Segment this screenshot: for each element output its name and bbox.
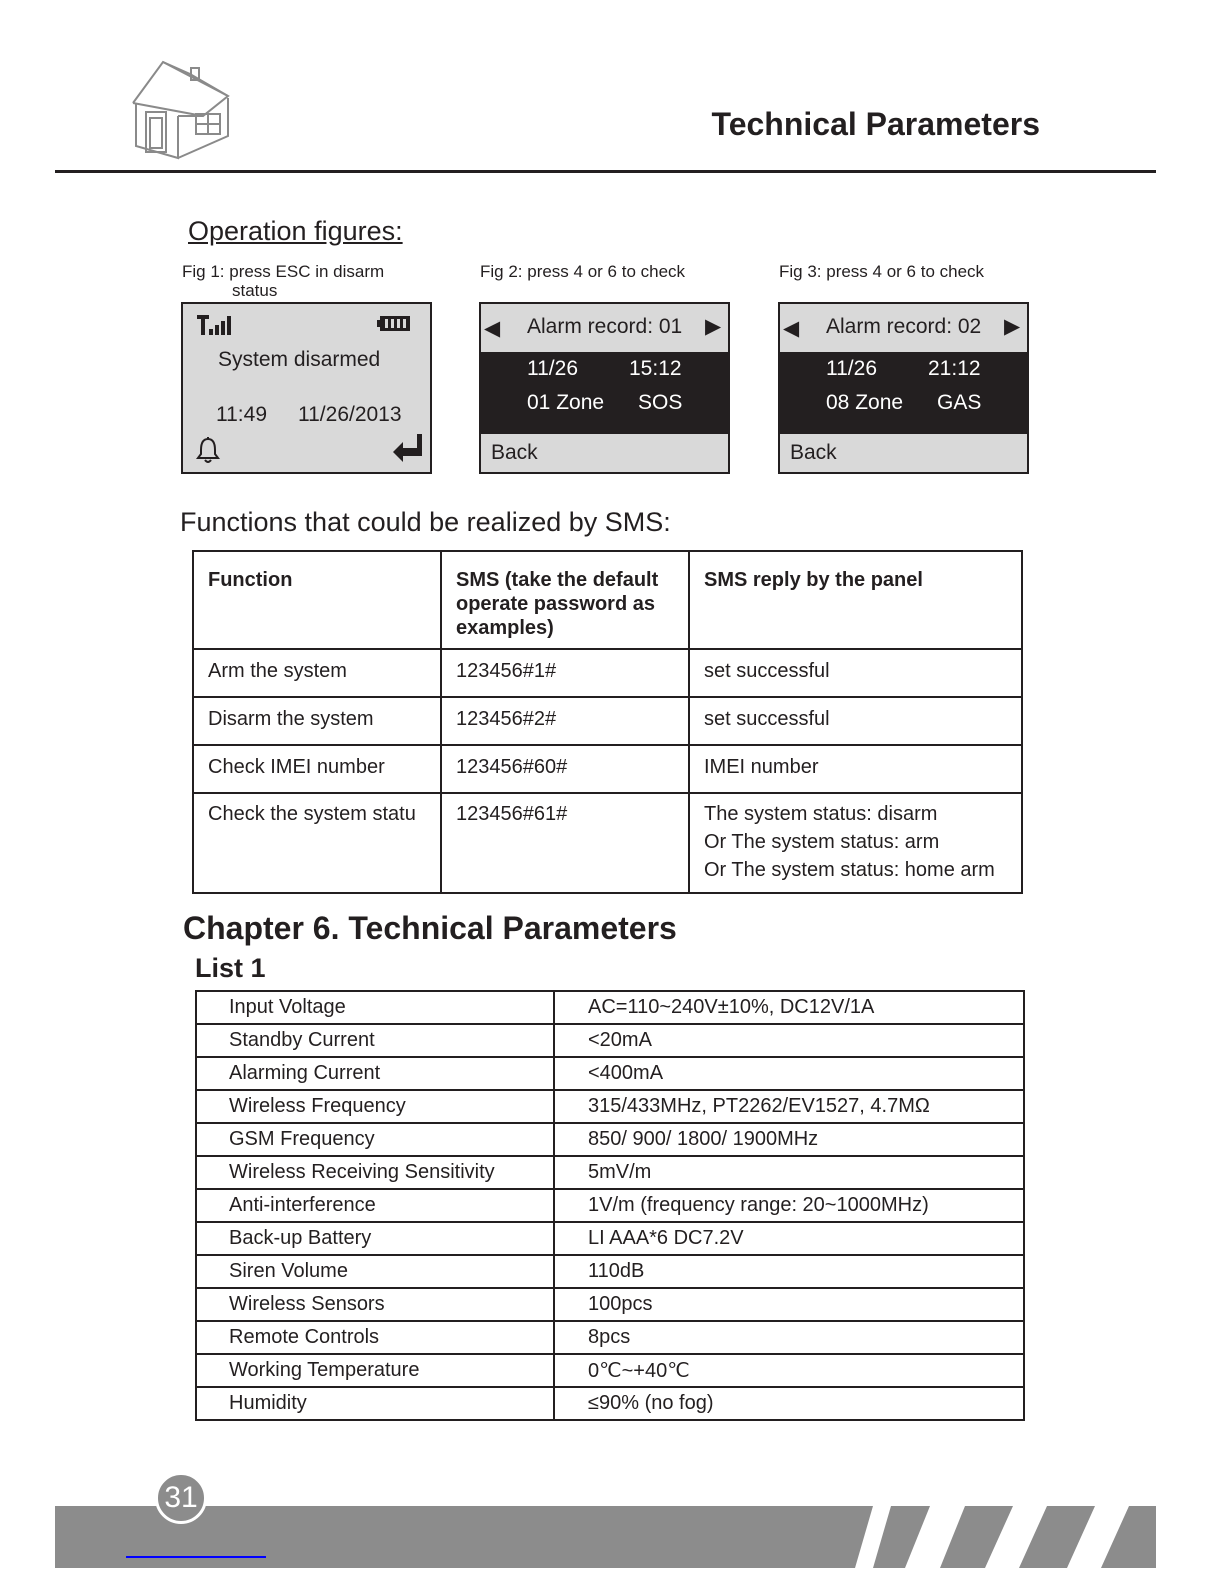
list-title: List 1 <box>195 953 266 983</box>
fig1-lcd-screen <box>181 302 432 474</box>
cell-sms: 123456#2# <box>441 697 689 745</box>
table-row <box>196 1387 1024 1420</box>
fig3-type: GAS <box>937 391 982 414</box>
fig3-record-title: Alarm record: 02 <box>826 315 982 338</box>
house-logo-icon <box>128 58 238 164</box>
param-name: Anti-interference <box>196 1189 554 1222</box>
fig3-record-panel <box>780 352 1027 434</box>
fig2-type: SOS <box>638 391 683 414</box>
param-value: 1V/m (frequency range: 20~1000MHz) <box>554 1189 1024 1222</box>
cell-sms: 123456#61# <box>441 793 689 893</box>
param-value: 0℃~+40℃ <box>554 1354 1024 1387</box>
left-arrow-icon: ◀ <box>484 317 501 340</box>
param-name: Input Voltage <box>196 991 554 1024</box>
table-row <box>193 793 1022 893</box>
page-number: 31 <box>155 1472 207 1524</box>
table-row <box>196 1057 1024 1090</box>
fig3-zone: 08 Zone <box>826 391 904 414</box>
fig3-back-label: Back <box>790 441 837 464</box>
fig2-time: 15:12 <box>629 357 682 380</box>
fig2-lcd-screen <box>479 302 730 474</box>
fig1-caption-line2: status <box>232 281 278 300</box>
reply-line: Or The system status: arm <box>704 831 940 853</box>
table-row <box>196 1090 1024 1123</box>
fig1-caption <box>182 262 384 300</box>
table-row <box>196 1123 1024 1156</box>
param-value: <20mA <box>554 1024 1024 1057</box>
table-row <box>193 649 1022 697</box>
fig3-caption: Fig 3: press 4 or 6 to check <box>779 262 985 281</box>
fig1-date: 11/26/2013 <box>298 403 402 426</box>
param-name: Remote Controls <box>196 1321 554 1354</box>
table-header-row <box>193 551 1022 649</box>
cell-function: Check the system statu <box>193 793 441 893</box>
param-name: Alarming Current <box>196 1057 554 1090</box>
header-reply: SMS reply by the panel <box>689 551 1022 649</box>
param-value: 315/433MHz, PT2262/EV1527, 4.7MΩ <box>554 1090 1024 1123</box>
reply-line: The system status: disarm <box>704 803 938 825</box>
table-row <box>196 1255 1024 1288</box>
fig1-caption-line1: Fig 1: press ESC in disarm <box>182 262 385 281</box>
param-value: 110dB <box>554 1255 1024 1288</box>
param-name: GSM Frequency <box>196 1123 554 1156</box>
table-row <box>193 697 1022 745</box>
param-name: Siren Volume <box>196 1255 554 1288</box>
param-name: Wireless Receiving Sensitivity <box>196 1156 554 1189</box>
footer-link-underline[interactable] <box>126 1556 266 1558</box>
table-row <box>196 1189 1024 1222</box>
table-row <box>196 1222 1024 1255</box>
cell-function: Disarm the system <box>193 697 441 745</box>
param-value: <400mA <box>554 1057 1024 1090</box>
right-arrow-icon: ▶ <box>705 315 722 338</box>
cell-sms: 123456#1# <box>441 649 689 697</box>
table-row <box>196 1156 1024 1189</box>
footer-bar <box>55 1506 1156 1568</box>
header-sms: SMS (take the default operate password as examples) <box>441 551 689 649</box>
footer-stripes-decoration <box>835 1506 1156 1568</box>
header-function: Function <box>193 551 441 649</box>
table-row <box>196 1288 1024 1321</box>
param-value: 5mV/m <box>554 1156 1024 1189</box>
param-name: Standby Current <box>196 1024 554 1057</box>
fig2-caption: Fig 2: press 4 or 6 to check <box>480 262 686 281</box>
fig3-lcd-screen <box>778 302 1029 474</box>
cell-reply: set successful <box>689 697 1022 745</box>
param-value: LI AAA*6 DC7.2V <box>554 1222 1024 1255</box>
param-value: AC=110~240V±10%, DC12V/1A <box>554 991 1024 1024</box>
fig3-date: 11/26 <box>826 357 877 380</box>
signal-strength-icon <box>195 313 237 337</box>
chapter-title: Chapter 6. Technical Parameters <box>183 910 677 946</box>
reply-line: Or The system status: home arm <box>704 859 995 881</box>
fig2-zone: 01 Zone <box>527 391 605 414</box>
header-divider <box>55 170 1156 173</box>
param-name: Back-up Battery <box>196 1222 554 1255</box>
table-row <box>193 745 1022 793</box>
right-arrow-icon: ▶ <box>1004 315 1021 338</box>
fig2-record-panel <box>481 352 728 434</box>
fig2-back-label: Back <box>491 441 538 464</box>
fig1-time: 11:49 <box>216 403 267 426</box>
param-name: Wireless Frequency <box>196 1090 554 1123</box>
cell-reply: set successful <box>689 649 1022 697</box>
fig3-time: 21:12 <box>928 357 981 380</box>
left-arrow-icon: ◀ <box>783 317 800 340</box>
param-value: 100pcs <box>554 1288 1024 1321</box>
param-name: Wireless Sensors <box>196 1288 554 1321</box>
sms-functions-heading: Functions that could be realized by SMS: <box>180 507 671 537</box>
sms-functions-table <box>192 550 1023 894</box>
cell-reply: IMEI number <box>689 745 1022 793</box>
cell-function: Arm the system <box>193 649 441 697</box>
param-value: 850/ 900/ 1800/ 1900MHz <box>554 1123 1024 1156</box>
param-value: ≤90% (no fog) <box>554 1387 1024 1420</box>
fig2-record-title: Alarm record: 01 <box>527 315 683 338</box>
bell-icon <box>195 436 221 464</box>
cell-sms: 123456#60# <box>441 745 689 793</box>
param-name: Humidity <box>196 1387 554 1420</box>
param-name: Working Temperature <box>196 1354 554 1387</box>
fig2-date: 11/26 <box>527 357 578 380</box>
param-value: 8pcs <box>554 1321 1024 1354</box>
battery-icon <box>377 314 413 334</box>
cell-function: Check IMEI number <box>193 745 441 793</box>
fig1-status-text: System disarmed <box>218 348 381 371</box>
table-row <box>196 1024 1024 1057</box>
operation-figures-heading: Operation figures: <box>188 216 403 246</box>
cell-reply <box>689 793 1022 893</box>
table-row <box>196 1354 1024 1387</box>
page-header-title: Technical Parameters <box>711 106 1040 142</box>
enter-return-icon <box>391 432 425 464</box>
technical-parameters-table <box>195 990 1025 1421</box>
table-row <box>196 991 1024 1024</box>
table-row <box>196 1321 1024 1354</box>
